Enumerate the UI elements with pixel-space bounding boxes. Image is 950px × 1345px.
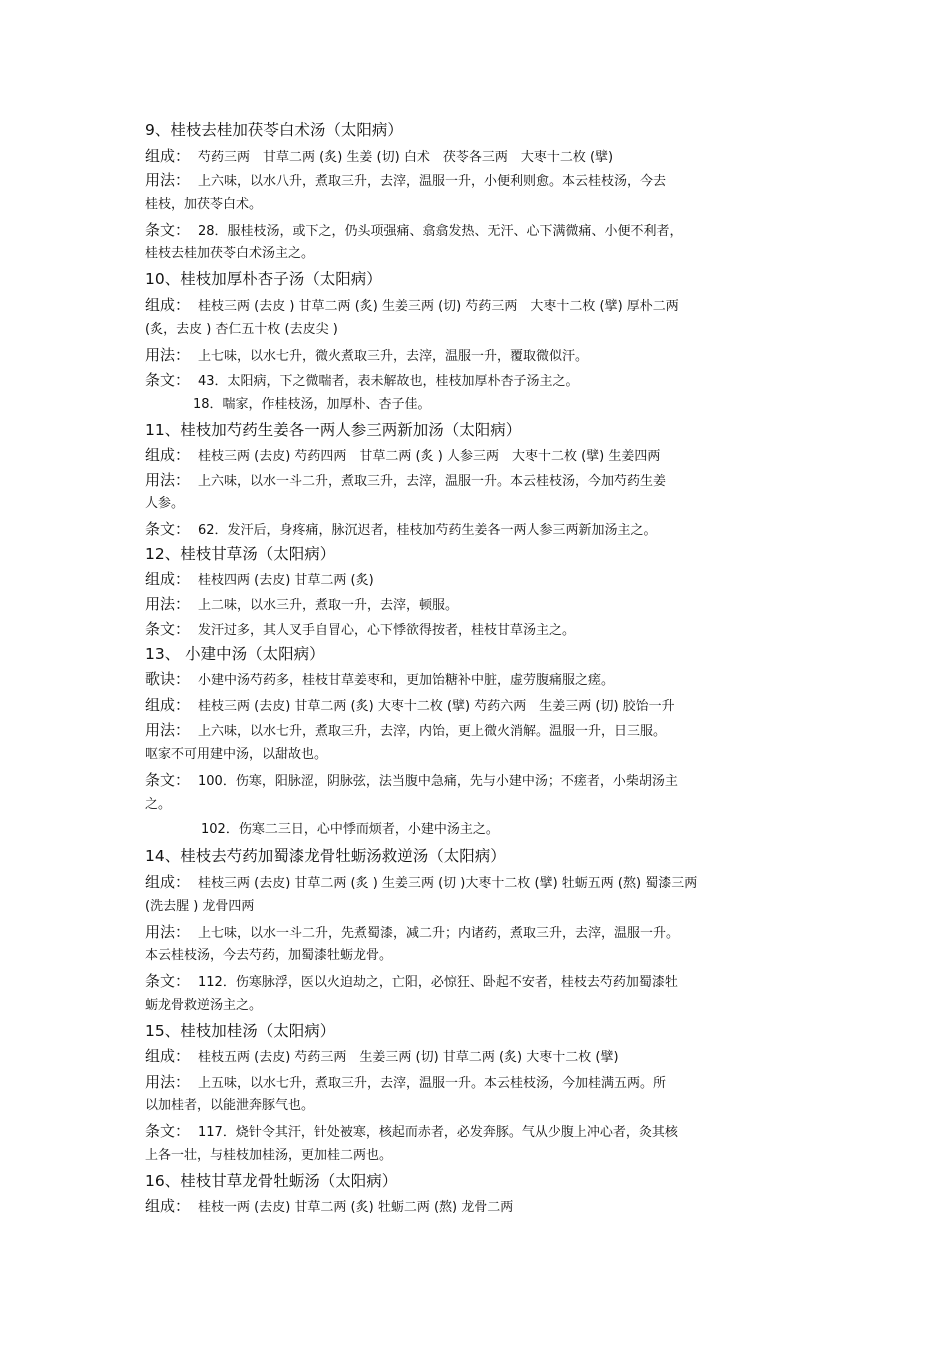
section-title [145,270,382,288]
field-text: 上七味，以水七升，微火煮取三升，去滓，温服一升，覆取微似汗。 [198,349,589,364]
field-line [145,171,666,191]
line-text: (洗去腥 ) 龙骨四两 [145,899,255,914]
line-text: 蛎龙骨救逆汤主之。 [145,998,263,1013]
section-title [145,121,403,139]
section-title-text: 11、桂枝加芍药生姜各一两人参三两新加汤（太阳病） [145,421,522,439]
section-title [145,1172,397,1190]
field-line [145,873,697,893]
field-text: 28．服桂枝汤，或下之，仍头项强痛、翕翕发热、无汗、心下满微痛、小便不利者， [198,224,683,239]
field-text: 桂枝五两 (去皮) 芍药三两 生姜三两 (切) 甘草二两 (炙) 大枣十二枚 (擘) [198,1050,619,1065]
field-text: 芍药三两 甘草二两 (炙) 生姜 (切) 白术 茯苓各三两 大枣十二枚 (擘) [198,150,614,165]
section-title-text: 15、桂枝加桂汤（太阳病） [145,1022,336,1040]
line-text: 桂枝，加茯苓白术。 [145,197,263,212]
field-label: 用法： [145,171,191,189]
field-line [145,721,666,741]
field-label: 组成： [145,570,191,588]
field-label: 用法： [145,471,191,489]
field-line [145,670,614,690]
line-text: (炙，去皮 ) 杏仁五十枚 (去皮尖 ) [145,322,338,337]
section-title [145,545,335,563]
field-text: 100．伤寒，阳脉涩，阴脉弦，法当腹中急痛，先与小建中汤；不瘥者，小柴胡汤主 [198,774,678,789]
field-line [145,296,679,316]
field-text: 发汗过多，其人叉手自冒心，心下悸欲得按者，桂枝甘草汤主之。 [198,623,576,638]
field-label: 条文： [145,1122,191,1140]
section-title-text: 13、 小建中汤（太阳病） [145,645,325,663]
field-line [145,520,657,540]
section-title-text: 12、桂枝甘草汤（太阳病） [145,545,336,563]
section-title-text: 14、桂枝去芍药加蜀漆龙骨牡蛎汤救逆汤（太阳病） [145,847,506,865]
continuation-line [145,746,327,764]
field-line [145,1073,666,1093]
field-label: 条文： [145,221,191,239]
section-title [145,847,506,865]
field-label: 组成： [145,147,191,165]
field-label: 用法： [145,721,191,739]
field-label: 组成： [145,1197,191,1215]
field-line [145,471,666,491]
field-text: 112．伤寒脉浮，医以火迫劫之，亡阳，必惊狂、卧起不安者，桂枝去芍药加蜀漆牡 [198,975,678,990]
field-label: 用法： [145,1073,191,1091]
field-text: 117．烧针令其汗，针处被寒，核起而赤者，必发奔豚。气从少腹上冲心者，灸其核 [198,1125,678,1140]
section-title-text: 9、桂枝去桂加茯苓白术汤（太阳病） [145,121,403,139]
line-text: 102．伤寒二三日，心中悸而烦者，小建中汤主之。 [201,822,499,837]
line-text: 之。 [145,797,172,812]
field-label: 用法： [145,346,191,364]
continuation-line [145,947,392,965]
line-text: 上各一壮，与桂枝加桂汤，更加桂二两也。 [145,1148,393,1163]
field-line [145,446,660,466]
continuation-line [145,196,262,214]
field-text: 桂枝三两 (去皮 ) 甘草二两 (炙) 生姜三两 (切) 芍药三两 大枣十二枚 (擘) 厚朴二两 [198,299,679,314]
section-title [145,645,325,663]
field-label: 条文： [145,771,191,789]
line-text: 18．喘家，作桂枝汤，加厚朴、杏子佳。 [193,397,431,412]
field-line [145,346,588,366]
field-line [145,595,458,615]
field-label: 歌诀： [145,670,191,688]
line-text: 以加桂者，以能泄奔豚气也。 [145,1098,315,1113]
field-text: 桂枝四两 (去皮) 甘草二两 (炙) [198,573,374,588]
field-label: 组成： [145,873,191,891]
line-text: 呕家不可用建中汤，以甜故也。 [145,747,328,762]
field-label: 组成： [145,446,191,464]
field-line [145,972,678,992]
field-label: 用法： [145,595,191,613]
field-label: 用法： [145,923,191,941]
section-title-text: 10、桂枝加厚朴杏子汤（太阳病） [145,270,382,288]
field-label: 条文： [145,520,191,538]
field-label: 条文： [145,371,191,389]
field-text: 43．太阳病，下之微喘者，表未解故也，桂枝加厚朴杏子汤主之。 [198,374,579,389]
field-text: 小建中汤芍药多，桂枝甘草姜枣和，更加饴糖补中脏，虚劳腹痛服之瘥。 [198,673,615,688]
section-title [145,421,521,439]
field-line [145,221,683,241]
field-line [145,696,675,716]
line-text: 桂枝去桂加茯苓白术汤主之。 [145,246,315,261]
continuation-line [145,321,338,339]
continuation-line [145,1097,314,1115]
field-line [145,620,575,640]
continuation-line [145,495,184,513]
line-text: 人参。 [145,496,185,511]
indented-line [193,396,431,414]
field-line [145,1122,678,1142]
field-text: 上五味，以水七升，煮取三升，去滓，温服一升。本云桂枝汤，今加桂满五两。所 [198,1076,667,1091]
line-text: 本云桂枝汤，今去芍药，加蜀漆牡蛎龙骨。 [145,948,393,963]
field-text: 桂枝三两 (去皮) 甘草二两 (炙) 大枣十二枚 (擘) 芍药六两 生姜三两 (切) 胶饴一升 [198,699,675,714]
field-label: 条文： [145,620,191,638]
field-label: 组成： [145,296,191,314]
field-line [145,1197,513,1217]
field-line [145,923,679,943]
continuation-line [145,1147,392,1165]
field-text: 桂枝三两 (去皮) 芍药四两 甘草二两 (炙 ) 人参三两 大枣十二枚 (擘) 生姜四两 [198,449,661,464]
section-title-text: 16、桂枝甘草龙骨牡蛎汤（太阳病） [145,1172,398,1190]
field-line [145,771,678,791]
indented-line [201,821,499,839]
field-text: 桂枝一两 (去皮) 甘草二两 (炙) 牡蛎二两 (熬) 龙骨二两 [198,1200,514,1215]
field-text: 上二味，以水三升，煮取一升，去滓，顿服。 [198,598,459,613]
field-line [145,570,374,590]
field-text: 上六味，以水八升，煮取三升，去滓，温服一升，小便利则愈。本云桂枝汤，今去 [198,174,667,189]
field-line [145,147,613,167]
continuation-line [145,997,262,1015]
field-line [145,1047,619,1067]
continuation-line [145,898,254,916]
field-text: 上六味，以水一斗二升，煮取三升，去滓，温服一升。本云桂枝汤，今加芍药生姜 [198,474,667,489]
section-title [145,1022,335,1040]
continuation-line [145,245,314,263]
field-text: 上六味，以水七升，煮取三升，去滓，内饴，更上微火消解。温服一升，日三服。 [198,724,667,739]
field-line [145,371,579,391]
field-label: 组成： [145,1047,191,1065]
field-label: 条文： [145,972,191,990]
field-text: 上七味，以水一斗二升，先煮蜀漆，减二升；内诸药，煮取三升，去滓，温服一升。 [198,926,680,941]
field-label: 组成： [145,696,191,714]
continuation-line [145,796,171,814]
field-text: 桂枝三两 (去皮) 甘草二两 (炙 ) 生姜三两 (切 )大枣十二枚 (擘) 牡蛎五两 (熬) 蜀漆三两 [198,876,698,891]
field-text: 62．发汗后，身疼痛，脉沉迟者，桂枝加芍药生姜各一两人参三两新加汤主之。 [198,523,657,538]
